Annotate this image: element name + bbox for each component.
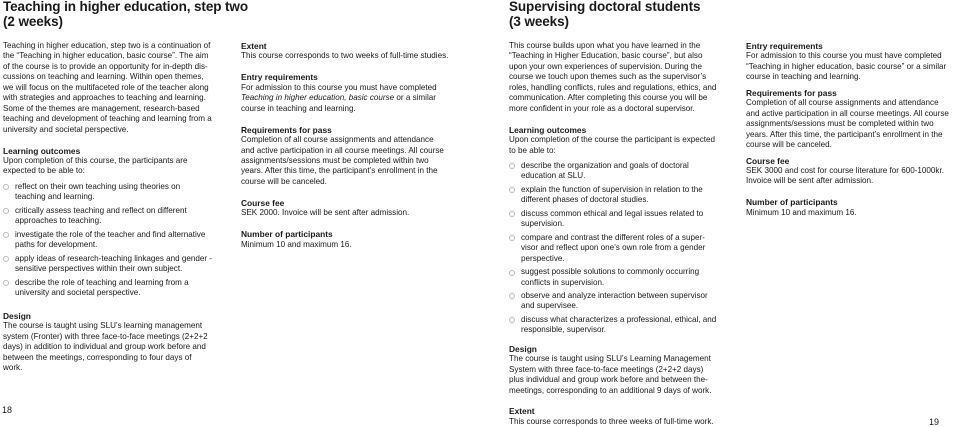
left-design-heading: Design bbox=[3, 311, 31, 321]
bullet-icon bbox=[509, 187, 515, 193]
intro-line: of the course is to provide an opportunity for in-depth dis- bbox=[3, 61, 208, 71]
right-participants-text: Minimum 10 and maximum 16. bbox=[746, 207, 857, 217]
right-title-line1: Supervising doctoral students bbox=[509, 0, 701, 14]
left-fee-heading: Course fee bbox=[241, 197, 285, 208]
left-title-line2: (2 weeks) bbox=[3, 14, 63, 29]
intro-line: teaching and development of teaching and learning from a bbox=[3, 114, 212, 124]
intro-line: Teaching in higher education, step two is a continuation of bbox=[3, 41, 211, 50]
pass-line: Completion of all course assignments and attendance bbox=[746, 98, 939, 108]
left-entry-line: For admission to this course you must have completed bbox=[241, 82, 437, 92]
list-item-line: and supervisee. bbox=[521, 301, 579, 311]
left-fee-text: SEK 2000. Invoice will be sent after admission. bbox=[241, 208, 410, 218]
list-item-line: supervision. bbox=[521, 219, 565, 229]
fee-line: SEK 3000 and cost for course literature for 600-1000kr. bbox=[746, 165, 944, 175]
intro-line: “Teaching in Higher Education, basic course”, but also bbox=[509, 51, 703, 61]
design-line: The course is taught using SLU’s learning management bbox=[3, 321, 203, 331]
intro-line: course we touch upon themes such as the supervisor’s bbox=[509, 72, 707, 82]
right-extent-heading: Extent bbox=[509, 406, 535, 417]
design-line: meetings, corresponding to an additional 9 days of work. bbox=[509, 385, 712, 395]
bullet-icon bbox=[509, 235, 515, 241]
bullet-icon bbox=[3, 256, 9, 262]
list-item-line: discuss what characterizes a professional, ethical, and bbox=[521, 314, 717, 324]
pass-line: and active participation in all course meetings. All course bbox=[241, 145, 444, 155]
intro-line: upon your own experiences of supervision. During the bbox=[509, 61, 703, 71]
list-item-line: approaches to teaching. bbox=[15, 216, 102, 226]
list-item-line: sensitive perspectives within their own subject. bbox=[15, 264, 183, 274]
intro-line: cussions on teaching and learning. Within open themes, bbox=[3, 72, 204, 82]
right-extent-text: This course corresponds to three weeks of full-time work. bbox=[509, 416, 714, 426]
right-outcomes-intro-line: Upon completion of the course the participant is expected bbox=[509, 135, 716, 145]
list-item-line: education at SLU. bbox=[521, 171, 586, 181]
list-item-line: different phases of doctoral studies. bbox=[521, 195, 649, 205]
pass-line: years. After this time, the participant’s enrollment in the bbox=[241, 166, 438, 176]
list-item-line: discuss common ethical and legal issues related to bbox=[521, 208, 704, 218]
intro-line: Some of the themes are management, research-based bbox=[3, 103, 200, 113]
design-line: system (Fronter) with three face-to-face meetings (2+2+2 bbox=[3, 331, 208, 341]
list-item bbox=[3, 278, 245, 299]
right-column-1 bbox=[509, 41, 745, 427]
bullet-icon bbox=[509, 270, 515, 276]
right-page-title bbox=[509, 0, 700, 29]
design-line: plus individual and group work before and between the- bbox=[509, 375, 708, 385]
left-extent-heading: Extent bbox=[241, 41, 267, 51]
left-page-title bbox=[3, 0, 248, 29]
left-entry-line bbox=[241, 93, 481, 103]
left-column-2 bbox=[241, 41, 481, 250]
list-item-line: describe the organization and goals of doctoral bbox=[521, 160, 689, 170]
list-item bbox=[3, 182, 245, 203]
bullet-icon bbox=[509, 211, 515, 217]
fee-line: Invoice will be sent after admission. bbox=[746, 176, 874, 186]
intro-line: the “Teaching in higher education, basic course”. The aim bbox=[3, 51, 209, 61]
page-number-right: 19 bbox=[929, 417, 940, 427]
right-outcomes-intro-line: to be able to: bbox=[509, 145, 556, 155]
bullet-icon bbox=[509, 163, 515, 169]
list-item-line: explain the function of supervision in relation to the bbox=[521, 184, 703, 194]
list-item-line: apply ideas of research-teaching linkages and gender - bbox=[15, 253, 213, 263]
left-column-1 bbox=[3, 41, 245, 301]
list-item bbox=[509, 233, 745, 264]
right-pass-heading: Requirements for pass bbox=[746, 87, 837, 98]
list-item bbox=[509, 161, 745, 182]
list-item-line: university and societal perspective. bbox=[15, 287, 141, 297]
list-item-line: paths for development. bbox=[15, 240, 98, 250]
intro-line: university and societal perspective. bbox=[3, 124, 129, 134]
list-item bbox=[3, 254, 245, 275]
design-line: System with three face-to-face meetings (2+2+2 days) bbox=[509, 364, 704, 374]
page-number-left: 18 bbox=[2, 405, 13, 415]
right-title-line2: (3 weeks) bbox=[509, 14, 569, 29]
bullet-icon bbox=[3, 208, 9, 214]
entry-line: “Teaching in higher education, basic course” or a similar bbox=[746, 61, 947, 71]
list-item-line: suggest possible solutions to commonly occurring bbox=[521, 267, 700, 277]
left-pass-heading: Requirements for pass bbox=[241, 124, 332, 135]
entry-line: course in teaching and learning. bbox=[746, 72, 861, 82]
list-item-line: describe the role of teaching and learning from a bbox=[15, 277, 189, 287]
intro-line: more confident in your role as a doctoral supervisor. bbox=[509, 103, 695, 113]
left-entry-line: course in teaching and learning. bbox=[241, 103, 356, 113]
list-item bbox=[3, 206, 245, 227]
right-outcomes-heading: Learning outcomes bbox=[509, 124, 587, 135]
intro-line: with strategies and approaches to teaching and learning. bbox=[3, 93, 206, 103]
left-outcomes-list bbox=[3, 182, 245, 299]
list-item bbox=[509, 267, 745, 288]
left-intro bbox=[3, 41, 245, 135]
design-line: between the meetings, corresponding to four days of bbox=[3, 352, 192, 362]
list-item-line: critically assess teaching and reflect on different bbox=[15, 205, 187, 215]
entry-line: For admission to this course you must have completed bbox=[746, 51, 942, 61]
intro-line: we will focus on the multifaceted role of the teacher along bbox=[3, 82, 209, 92]
design-line: work. bbox=[3, 363, 23, 373]
list-item bbox=[509, 291, 745, 312]
pass-line: years. After this time, the participant’s enrollment in the bbox=[746, 129, 943, 139]
pass-line: assignments/sessions must be completed within two bbox=[241, 155, 429, 165]
pass-line: assignments/sessions must be completed within two bbox=[746, 119, 934, 129]
left-participants-text: Minimum 10 and maximum 16. bbox=[241, 239, 352, 249]
list-item-line: perspective. bbox=[521, 253, 565, 263]
bullet-icon bbox=[509, 293, 515, 299]
left-design-section bbox=[3, 311, 245, 374]
right-entry-heading: Entry requirements bbox=[746, 41, 823, 51]
left-entry-heading: Entry requirements bbox=[241, 72, 318, 83]
left-extent-text: This course corresponds to two weeks of full-time studies. bbox=[241, 51, 449, 61]
list-item bbox=[509, 315, 745, 336]
left-title-line1: Teaching in higher education, step two bbox=[3, 0, 248, 14]
left-outcomes-heading: Learning outcomes bbox=[3, 145, 81, 156]
bullet-icon bbox=[509, 317, 515, 323]
left-outcomes-intro-line: Upon completion of this course, the participants are bbox=[3, 155, 188, 165]
pass-line: course will be canceled. bbox=[241, 176, 327, 186]
list-item bbox=[509, 185, 745, 206]
pass-line: course will be canceled. bbox=[746, 140, 832, 150]
bullet-icon bbox=[3, 232, 9, 238]
list-item bbox=[3, 230, 245, 251]
list-item-line: visor and reflect upon one’s own role from a gender bbox=[521, 243, 706, 253]
bullet-icon bbox=[3, 184, 9, 190]
intro-line: communication. After completing this course you will be bbox=[509, 93, 708, 103]
design-line: days) in addition to individual and group work before and bbox=[3, 342, 206, 352]
bullet-icon bbox=[3, 280, 9, 286]
list-item-line: teaching and learning. bbox=[15, 192, 95, 202]
left-participants-heading: Number of participants bbox=[241, 229, 333, 240]
pass-line: Completion of all course assignments and attendance bbox=[241, 135, 434, 145]
entry-line-rest: or a similar bbox=[394, 93, 436, 103]
right-column-2 bbox=[746, 41, 958, 218]
pass-line: and active participation in all course meetings. All course bbox=[746, 108, 949, 118]
list-item-line: investigate the role of the teacher and find alternative bbox=[15, 229, 206, 239]
right-design-heading: Design bbox=[509, 343, 537, 354]
left-outcomes-intro-line: expected to be able to: bbox=[3, 166, 85, 176]
right-fee-heading: Course fee bbox=[746, 155, 790, 166]
intro-line: roles, handling conflicts, rules and regulations, ethics, and bbox=[509, 82, 717, 92]
list-item-line: conflicts in supervision. bbox=[521, 277, 605, 287]
list-item-line: observe and analyze interaction between supervisor bbox=[521, 290, 708, 300]
list-item bbox=[509, 209, 745, 230]
right-outcomes-list bbox=[509, 161, 745, 336]
list-item-line: compare and contrast the different roles of a super- bbox=[521, 232, 705, 242]
list-item-line: responsible, supervisor. bbox=[521, 325, 607, 335]
design-line: The course is taught using SLU’s Learning Management bbox=[509, 354, 711, 364]
right-participants-heading: Number of participants bbox=[746, 197, 838, 208]
entry-course-name: Teaching in higher education, basic course bbox=[241, 93, 395, 103]
list-item-line: reflect on their own teaching using theories on bbox=[15, 181, 181, 191]
intro-line: This course builds upon what you have learned in the bbox=[509, 41, 701, 50]
